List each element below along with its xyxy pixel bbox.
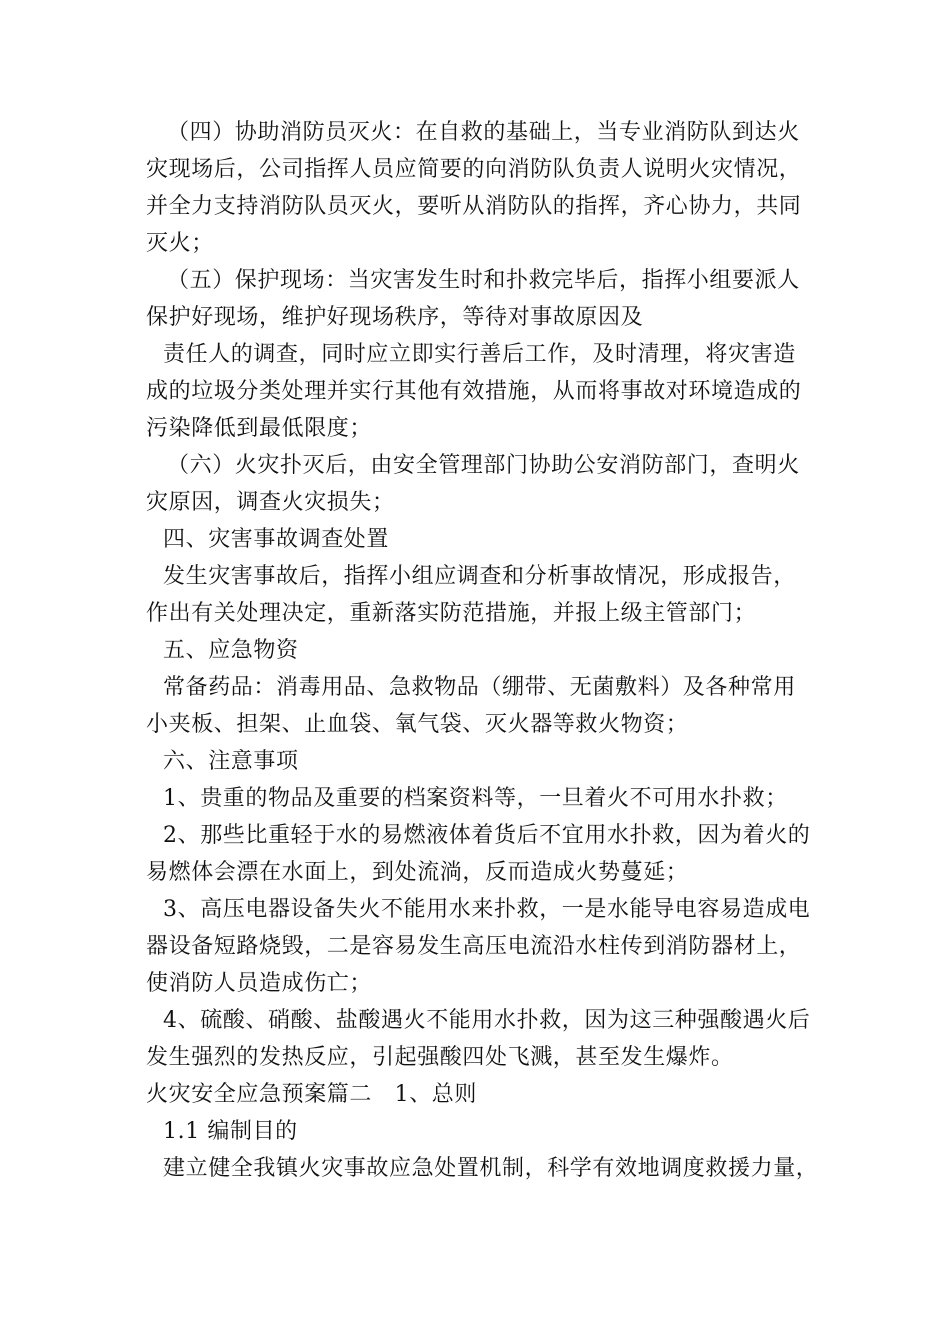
paragraph-line: 污染降低到最低限度； (146, 416, 373, 441)
paragraph-line: 发生强烈的发热反应，引起强酸四处飞溅，甚至发生爆炸。 (146, 1045, 734, 1070)
paragraph-line: 成的垃圾分类处理并实行其他有效措施，从而将事故对环境造成的 (146, 379, 802, 404)
paragraph-line: 并全力支持消防队员灭火，要听从消防队的指挥，齐心协力，共同 (146, 194, 802, 219)
paragraph-line: （五）保护现场：当灾害发生时和扑救完毕后，指挥小组要派人 (167, 268, 800, 293)
paragraph-line: 责任人的调查，同时应立即实行善后工作，及时清理，将灾害造 (163, 342, 796, 367)
paragraph-line: 灾原因，调查火灾损失； (146, 490, 395, 515)
paragraph-line: 使消防人员造成伤亡； (146, 971, 373, 996)
paragraph-line: 常备药品：消毒用品、急救物品（绷带、无菌敷料）及各种常用 (163, 675, 796, 700)
section-heading: 四、灾害事故调查处置 (163, 527, 390, 552)
list-item: 1、贵重的物品及重要的档案资料等，一旦着火不可用水扑救； (163, 786, 788, 811)
paragraph-line: 灾现场后，公司指挥人员应简要的向消防队负责人说明火灾情况， (146, 157, 802, 182)
paragraph-line: （六）火灾扑灭后，由安全管理部门协助公安消防部门，查明火 (167, 453, 800, 478)
paragraph-line: 易燃体会漂在水面上，到处流淌，反而造成火势蔓延； (146, 860, 689, 885)
paragraph-line: 灭火； (146, 231, 214, 256)
paragraph-line: 器设备短路烧毁，二是容易发生高压电流沿水柱传到消防器材上， (146, 934, 802, 959)
paragraph-line: 保护好现场，维护好现场秩序，等待对事故原因及 (146, 305, 644, 330)
paragraph-line: 发生灾害事故后，指挥小组应调查和分析事故情况，形成报告， (163, 564, 796, 589)
paragraph-line: 小夹板、担架、止血袋、氧气袋、灭火器等救火物资； (146, 712, 689, 737)
section-heading: 五、应急物资 (163, 638, 299, 663)
list-item: 3、高压电器设备失火不能用水来扑救，一是水能导电容易造成电 (163, 897, 811, 922)
list-item: 4、硫酸、硝酸、盐酸遇火不能用水扑救，因为这三种强酸遇火后 (163, 1008, 811, 1033)
paragraph-line: （四）协助消防员灭火：在自救的基础上，当专业消防队到达火 (167, 120, 800, 145)
document-section-title: 火灾安全应急预案篇二 1、总则 (146, 1082, 477, 1107)
subsection-heading: 1.1 编制目的 (163, 1119, 298, 1144)
section-heading: 六、注意事项 (163, 749, 299, 774)
paragraph-line: 作出有关处理决定，重新落实防范措施，并报上级主管部门； (146, 601, 757, 626)
list-item: 2、那些比重轻于水的易燃液体着货后不宜用水扑救，因为着火的 (163, 823, 811, 848)
paragraph-line: 建立健全我镇火灾事故应急处置机制，科学有效地调度救援力量， (163, 1156, 819, 1181)
